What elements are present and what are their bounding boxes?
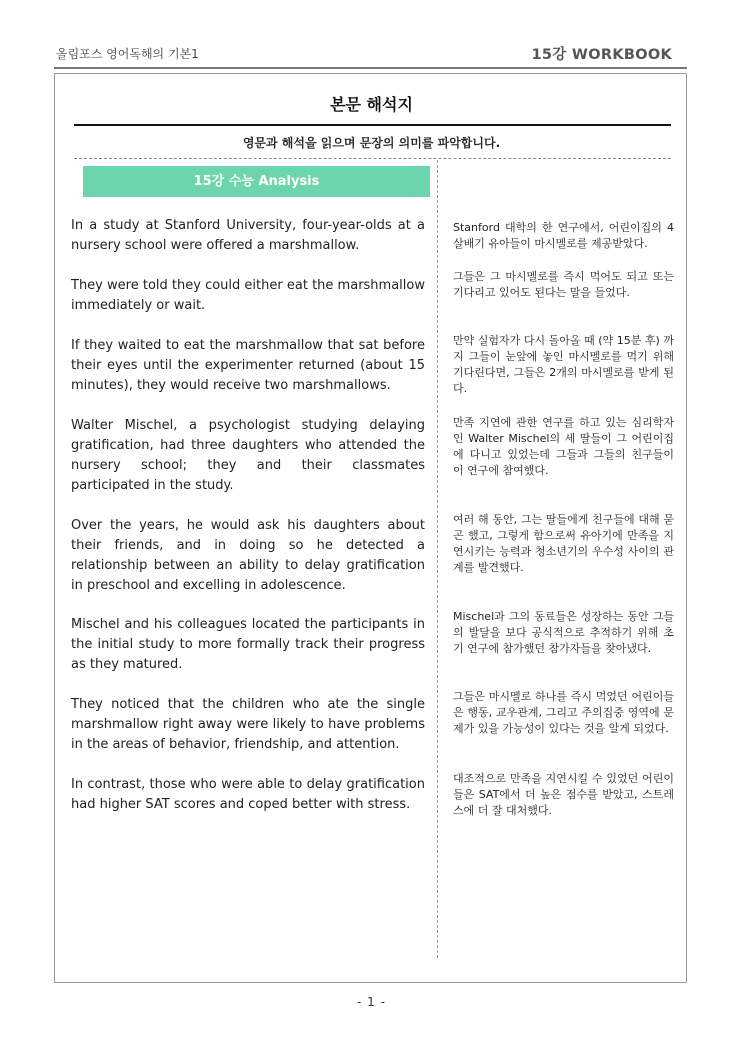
english-sentence-5: Over the years, he would ask his daughters about their friends, and in doing so he detected a relationship between an ability to delay gratification in preschool and excelling in adolescence.: [71, 518, 425, 593]
title-underline: [74, 124, 671, 126]
korean-translation-4: 만족 지연에 관한 연구를 하고 있는 심리학자인 Walter Mischel의 세 딸들이 그 어린이집에 다니고 있었는데 그들과 그들의 친구들이 이 연구에 참여했다.: [453, 416, 674, 477]
english-sentence-4: Walter Mischel, a psychologist studying delaying gratification, had three daughters who attended the nursery school; they and their classmates participated in the study.: [71, 418, 425, 493]
page-number: - 1 -: [357, 995, 386, 1009]
header-workbook-label: 15강 WORKBOOK: [531, 47, 672, 63]
section-banner: 15강 수능 Analysis: [83, 166, 430, 197]
korean-translation-7: 그들은 마시멜로 하나를 즉시 먹었던 어린이들은 행동, 교우관계, 그리고 주의집중 영역에 문제가 있을 가능성이 있다는 것을 알게 되었다.: [453, 690, 674, 735]
header-divider: [54, 67, 687, 69]
korean-translation-2: 그들은 그 마시멜로를 즉시 먹어도 되고 또는 기다리고 있어도 된다는 말을 들었다.: [453, 270, 674, 299]
korean-translation-1: Stanford 대학의 한 연구에서, 어린이집의 4살배기 유아들이 마시멜로를 제공받았다.: [453, 221, 674, 250]
korean-translation-3: 만약 실험자가 다시 돌아올 때 (약 15분 후) 까지 그들이 눈앞에 놓인 마시멜로를 먹기 위해 기다린다면, 그들은 2개의 마시멜로를 받게 된다.: [453, 334, 674, 395]
korean-translation-5: 여러 해 동안, 그는 딸들에게 친구들에 대해 묻곤 했고, 그렇게 함으로써 유아기에 만족을 지연시키는 능력과 청소년기의 우수성 사이의 관계를 발견했다.: [453, 513, 674, 574]
english-sentence-2: They were told they could either eat the marshmallow immediately or wait.: [71, 278, 425, 313]
english-sentence-3: If they waited to eat the marshmallow that sat before their eyes until the experimenter returned (about 15 minutes), they would receive two marshmallows.: [71, 338, 425, 393]
column-divider: [437, 160, 438, 958]
header-book-title: 올림포스 영어독해의 기본1: [56, 47, 199, 61]
english-sentence-7: They noticed that the children who ate the single marshmallow right away were likely to have problems in the areas of behavior, friendship, and attention.: [71, 697, 425, 752]
dotted-divider: [74, 158, 671, 159]
korean-translation-6: Mischel과 그의 동료들은 성장하는 동안 그들의 발달을 보다 공식적으로 추적하기 위해 초기 연구에 참가했던 참가자들을 찾아냈다.: [453, 610, 674, 655]
korean-translation-8: 대조적으로 만족을 지연시킬 수 있었던 어린이들은 SAT에서 더 높은 점수를 받았고, 스트레스에 더 잘 대처했다.: [453, 772, 674, 817]
english-sentence-6: Mischel and his colleagues located the participants in the initial study to more formally track their progress as they matured.: [71, 617, 425, 672]
english-sentence-1: In a study at Stanford University, four-year-olds at a nursery school were offered a marshmallow.: [71, 218, 425, 253]
english-sentence-8: In contrast, those who were able to delay gratification had higher SAT scores and coped better with stress.: [71, 777, 425, 812]
page-title: 본문 해석지: [330, 95, 413, 114]
page-subtitle: 영문과 해석을 읽으며 문장의 의미를 파악합니다.: [242, 136, 501, 150]
